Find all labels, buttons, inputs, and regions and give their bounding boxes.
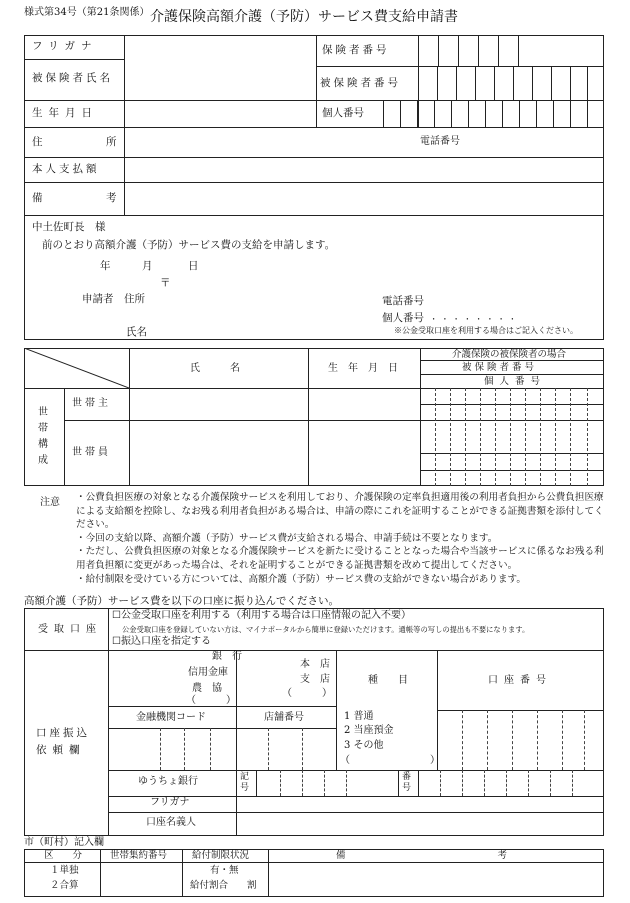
applicant-address-label: 申請者 住所: [82, 293, 145, 305]
transfer-label-1: 口座振込: [36, 727, 90, 739]
note-4: ・給付制限を受けている方については、高額介護（予防）サービス費の支給ができない場合があります。: [76, 574, 526, 585]
household-name-header: 氏 名: [190, 363, 240, 374]
kigo-label: 記号: [240, 772, 250, 793]
household-birth-header: 生 年 月 日: [328, 363, 398, 374]
phone-label: 電話番号: [420, 136, 460, 147]
bank-paren: （ ）: [186, 695, 236, 706]
applicant-personal-number-label: 個人番号: [382, 312, 424, 324]
month-label: 月: [142, 260, 153, 272]
branch-paren: （ ）: [282, 688, 332, 699]
household-member-label: 世帯員: [72, 447, 111, 458]
yucho-label: ゆうちょ銀行: [138, 776, 198, 787]
receive-account-label: 受取口座: [38, 624, 102, 635]
account-type-2: 2 当座預金: [344, 725, 394, 736]
city-umu: 有・無: [210, 865, 239, 876]
insured-name-field[interactable]: [126, 60, 314, 99]
bank-table: [24, 608, 604, 836]
personal-number-label: 個人番号: [322, 107, 364, 119]
household-head-label: 世帯主: [72, 398, 111, 409]
form-title: 介護保険高額介護（予防）サービス費支給申請書: [150, 9, 458, 25]
account-type-header: 種 目: [368, 675, 408, 686]
account-type-paren: （ ）: [340, 755, 440, 766]
bango-label: 番号: [402, 772, 412, 793]
household-personal-number-header: 個人番号: [484, 376, 547, 387]
household-insured-number-header: 被保険者番号: [462, 362, 538, 373]
birthdate-label: 生年月日: [32, 107, 98, 119]
institution-code-label: 金融機関コード: [136, 712, 206, 723]
note-2: ・今回の支給以降、高額介護（予防）サービス費が支給される場合、申請手続は不要となります。: [76, 533, 498, 544]
applicant-phone-label: 電話番号: [382, 295, 424, 307]
bank-type-2: 信用金庫: [188, 667, 228, 678]
household-group-label: 世帯構成: [38, 407, 48, 466]
city-setai-header: 世帯集約番号: [110, 850, 168, 861]
insured-number-label: 被保険者番号: [320, 77, 401, 89]
self-payment-label: 本人支払額: [32, 163, 100, 175]
insurer-number-label: 保険者番号: [322, 44, 390, 56]
account-type-3: 3 その他: [344, 740, 384, 751]
public-account-note: ※公金受取口座を利用する場合はご記入ください。: [394, 326, 578, 335]
city-wari: 給付割合 割: [190, 880, 257, 891]
furigana-field[interactable]: [126, 36, 314, 58]
day-label: 日: [188, 260, 199, 272]
insured-name-label: 被保険者氏名: [32, 72, 113, 84]
city-kyufu-header: 給付制限状況: [192, 850, 250, 861]
branch-number-label: 店舗番号: [264, 712, 304, 723]
notes-label: 注意: [40, 497, 60, 508]
remarks-label-right: 考: [106, 192, 117, 204]
personal-number-dots: ．．．．．．．．: [432, 310, 528, 322]
account-number-header: 口座番号: [488, 675, 552, 686]
bank-type-1: 銀 行: [212, 651, 242, 662]
bank-type-3: 農 協: [192, 683, 222, 694]
public-account-help: 公金受取口座を登録していない方は、マイナポータルから簡単に登録いただけます。通帳等の写しの提出も不要になります。: [122, 625, 530, 634]
account-type-1: 1 普通: [344, 711, 374, 722]
declaration-text: 前のとおり高額介護（予防）サービス費の支給を申請します。: [42, 239, 336, 251]
city-section-title: 市（町村）記入欄: [24, 837, 104, 848]
addressee: 中土佐町長 様: [32, 221, 106, 233]
postal-mark: 〒: [160, 277, 171, 289]
city-kubun-1: １単独: [50, 865, 79, 876]
option-specify-account[interactable]: ☐振込口座を指定する: [112, 636, 211, 647]
applicant-name-label: 氏名: [126, 326, 147, 338]
holder-furigana-label: フリガナ: [150, 797, 190, 808]
note-1: ・公費負担医療の対象となる介護保険サービスを利用しており、介護保険の定率負担適用後の利用者負担から公費負担医療による支給額を控除し、なお残る利用者負担がある場合は、申請の際にこれを証明することができる証拠書類を添付してください。: [76, 492, 604, 530]
transfer-label-2: 依頼欄: [36, 744, 86, 756]
year-label: 年: [100, 260, 111, 272]
branch-type-1: 本 店: [300, 659, 330, 670]
branch-type-2: 支 店: [300, 674, 330, 685]
form-number: 様式第34号（第21条関係）: [24, 7, 150, 18]
account-holder-label: 口座名義人: [146, 817, 196, 828]
city-biko-header: 備 考: [336, 850, 508, 861]
furigana-label: フリガナ: [32, 40, 98, 52]
diagonal-line: [24, 348, 129, 388]
address-label-right: 所: [106, 136, 117, 148]
insured-case-header: 介護保険の被保険者の場合: [452, 349, 567, 360]
note-3: ・ただし、公費負担医療の対象となる介護保険サービスを新たに受けることとなった場合や当該サービスに係るなお残る利用者負担額に変更があった場合は、それを証明することができる証拠書類を改めて提出してください。: [76, 546, 604, 571]
city-kubun-2: ２合算: [50, 880, 79, 891]
city-kubun-header: 区 分: [44, 850, 83, 861]
option-public-account[interactable]: ☐公金受取口座を利用する（利用する場合は口座情報の記入不要）: [112, 610, 411, 621]
address-label-left: 住: [32, 136, 43, 148]
remarks-label-left: 備: [32, 192, 43, 204]
bank-intro: 高額介護（予防）サービス費を以下の口座に振り込んでください。: [24, 595, 339, 607]
